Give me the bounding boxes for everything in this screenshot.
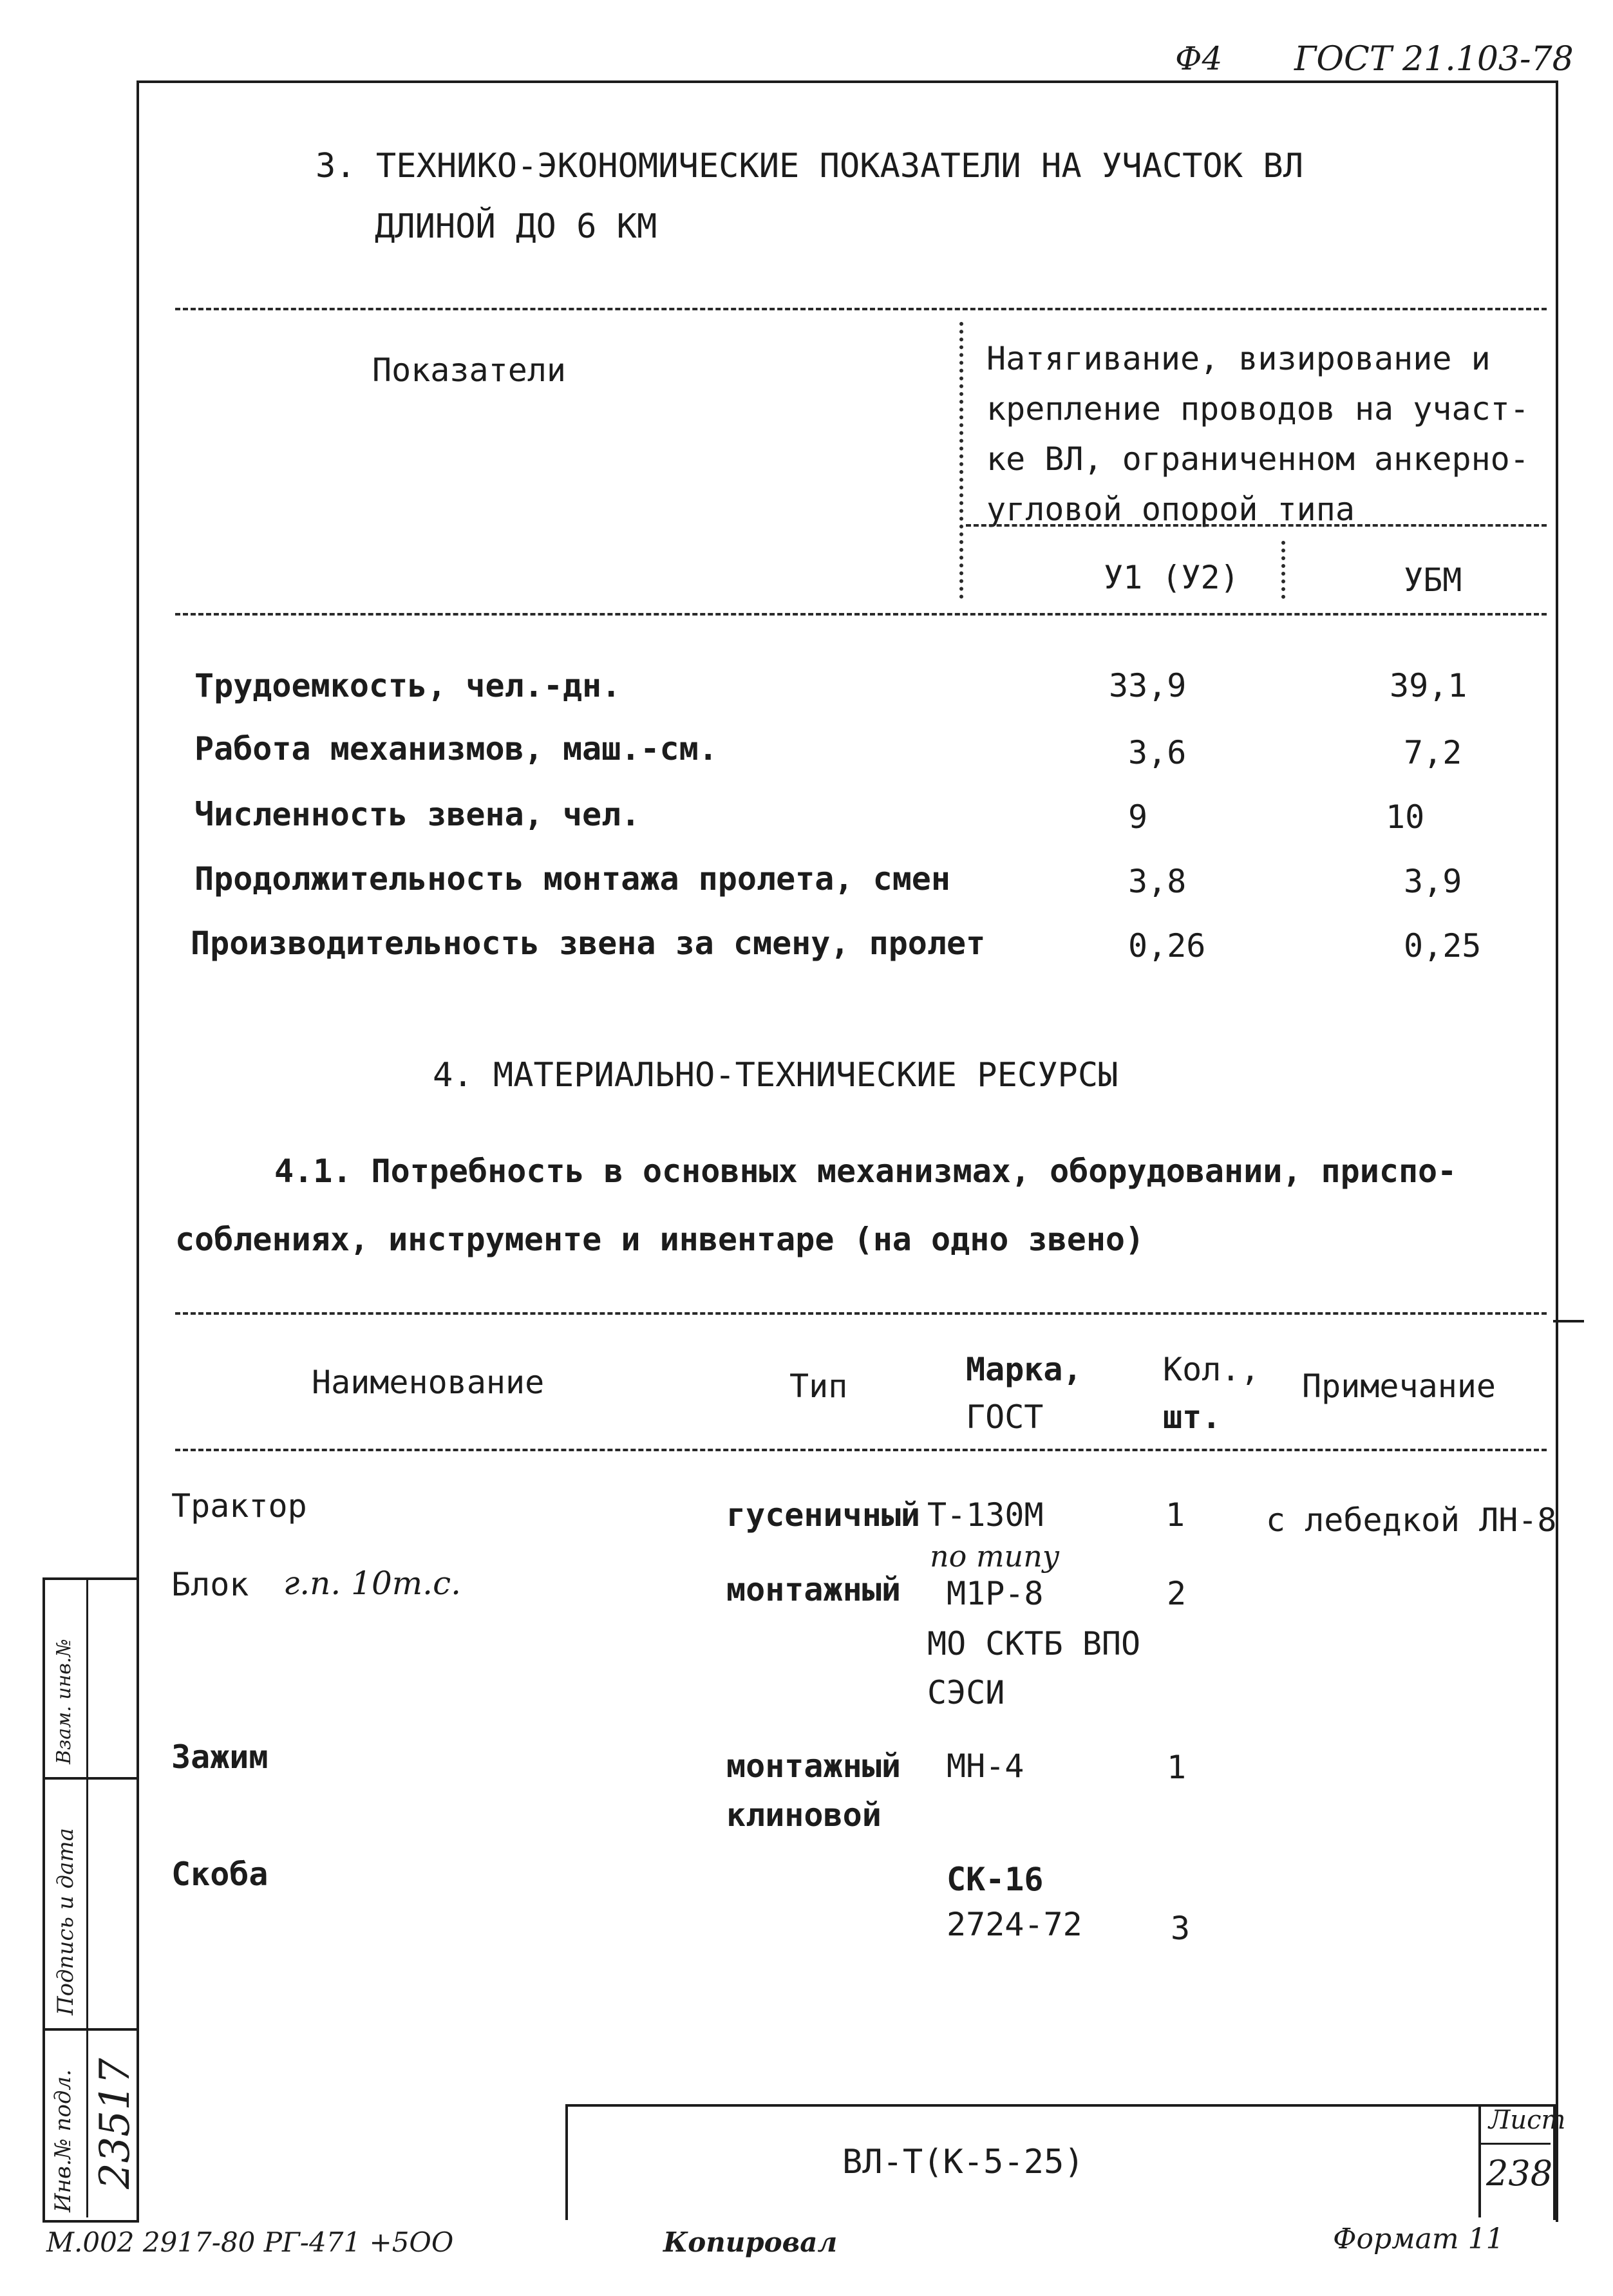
table3-row-label: Производительность звена за смену, пролет xyxy=(191,925,986,962)
table4-top-rule xyxy=(175,1312,1547,1315)
table4-cell-qty: 3 xyxy=(1171,1910,1191,1947)
table4-cell-type: гусеничный xyxy=(726,1496,921,1534)
side-stamp-inv-number: 23517 xyxy=(91,2058,139,2189)
table4-cell-name-handwritten: г.п. 10т.с. xyxy=(283,1565,461,1602)
table4-cell-name: Зажим xyxy=(171,1738,269,1776)
table3-row-label: Численность звена, чел. xyxy=(194,796,641,833)
title-block-sheet-rule xyxy=(1478,2143,1551,2145)
table3-row-value-ubm: 39,1 xyxy=(1390,667,1467,704)
table3-header-work-2: крепление проводов на участ- xyxy=(986,390,1529,428)
side-stamp-repl-label: Взам. инв.№ xyxy=(53,1639,75,1764)
section4-subtitle-line1: 4.1. Потребность в основных механизмах, оборудовании, приспо- xyxy=(274,1153,1457,1190)
table4-header-qty-2: шт. xyxy=(1163,1398,1222,1436)
table3-row-label: Работа механизмов, маш.-см. xyxy=(194,730,718,767)
table3-row-value-u1: 3,8 xyxy=(1128,863,1187,900)
table4-cell-qty: 2 xyxy=(1167,1575,1187,1612)
table3-subcol-divider xyxy=(1281,541,1285,599)
table4-cell-mark-line3: СЭСИ xyxy=(927,1674,1005,1711)
side-stamp-row-divider xyxy=(42,2028,137,2031)
table3-header-indicators: Показатели xyxy=(372,352,567,389)
table4-cell-mark: СК-16 xyxy=(947,1861,1044,1898)
footer-order-number: М.002 2917-80 РГ-471 +5ОО xyxy=(46,2226,454,2258)
table4-cell-mark-handwritten: по типу xyxy=(930,1539,1060,1574)
footer-copied-by: Копировал xyxy=(663,2226,838,2258)
table4-cell-mark-line2: МО СКТБ ВПО xyxy=(927,1625,1141,1662)
table4-cell-type: монтажный xyxy=(726,1571,901,1608)
section4-subtitle-line2: соблениях, инструменте и инвентаре (на одно звено) xyxy=(175,1221,1145,1258)
table4-header-name: Наименование xyxy=(312,1364,545,1401)
table3-row-value-ubm: 7,2 xyxy=(1404,734,1462,771)
table4-cell-type-line2: клиновой xyxy=(726,1796,882,1834)
table3-header-work-3: ке ВЛ, ограниченном анкерно- xyxy=(986,440,1529,478)
table4-header-type: Тип xyxy=(789,1368,848,1405)
table4-cell-name: Блок xyxy=(171,1566,249,1603)
section3-title-line1: 3. ТЕХНИКО-ЭКОНОМИЧЕСКИЕ ПОКАЗАТЕЛИ НА УЧАСТОК ВЛ xyxy=(316,147,1304,185)
table4-cell-type: монтажный xyxy=(726,1747,901,1785)
table3-header-work-4: угловой опорой типа xyxy=(986,491,1355,528)
table3-subheader-rule xyxy=(966,524,1547,527)
section3-title-line2: ДЛИНОЙ ДО 6 КМ xyxy=(375,207,657,246)
section4-title: 4. МАТЕРИАЛЬНО-ТЕХНИЧЕСКИЕ РЕСУРСЫ xyxy=(433,1056,1118,1095)
table4-header-rule xyxy=(175,1449,1547,1451)
table3-row-value-u1: 3,6 xyxy=(1128,734,1187,771)
sheet-label: Лист xyxy=(1489,2105,1566,2135)
document-code: ВЛ-Т(К-5-25) xyxy=(842,2143,1084,2181)
table3-row-value-u1: 9 xyxy=(1128,798,1148,836)
table3-row-value-ubm: 10 xyxy=(1386,798,1425,836)
table3-row-value-ubm: 0,25 xyxy=(1404,927,1482,965)
table4-cell-qty: 1 xyxy=(1165,1496,1185,1534)
table3-col-divider xyxy=(959,322,963,599)
table4-header-mark-2: ГОСТ xyxy=(966,1398,1044,1436)
table4-right-tick xyxy=(1553,1320,1584,1322)
table3-row-label: Трудоемкость, чел.-дн. xyxy=(194,667,621,704)
footer-format: Формат 11 xyxy=(1333,2223,1504,2255)
table3-col-u1-u2: У1 (У2) xyxy=(1104,559,1240,596)
table4-header-note: Примечание xyxy=(1302,1368,1496,1405)
table4-cell-mark: МН-4 xyxy=(947,1747,1024,1785)
table4-cell-name: Трактор xyxy=(171,1487,307,1525)
table4-cell-name: Скоба xyxy=(171,1856,269,1893)
table3-bottom-rule xyxy=(175,613,1547,616)
side-stamp-inv-label: Инв.№ подл. xyxy=(50,2069,76,2212)
table4-cell-mark-line2: 2724-72 xyxy=(947,1906,1082,1943)
table3-row-value-ubm: 3,9 xyxy=(1404,863,1462,900)
sheet-code: Ф4 xyxy=(1175,40,1223,77)
table4-cell-mark: М1Р-8 xyxy=(947,1575,1044,1612)
table3-row-value-u1: 0,26 xyxy=(1128,927,1206,965)
side-stamp-row-divider xyxy=(42,1777,137,1780)
table3-row-label: Продолжительность монтажа пролета, смен xyxy=(194,860,950,898)
table3-header-work-1: Натягивание, визирование и xyxy=(986,340,1491,377)
table4-cell-mark: Т-130М xyxy=(927,1496,1044,1534)
table4-cell-note: с лебедкой ЛН-8 xyxy=(1266,1501,1557,1539)
sheet-number: 238 xyxy=(1486,2153,1553,2194)
table4-cell-qty: 1 xyxy=(1167,1749,1187,1786)
table3-col-ubm: УБМ xyxy=(1404,561,1462,599)
table4-header-mark-1: Марка, xyxy=(966,1351,1082,1388)
table4-header-qty-1: Кол., xyxy=(1163,1351,1260,1388)
table3-row-value-u1: 33,9 xyxy=(1109,667,1187,704)
table3-top-rule xyxy=(175,308,1547,310)
title-block-sheet-divider xyxy=(1478,2104,1481,2217)
gost-number: ГОСТ 21.103-78 xyxy=(1294,40,1574,79)
side-stamp-sign-label: Подпись и дата xyxy=(53,1828,79,2015)
side-stamp-col-divider xyxy=(86,1577,88,2217)
